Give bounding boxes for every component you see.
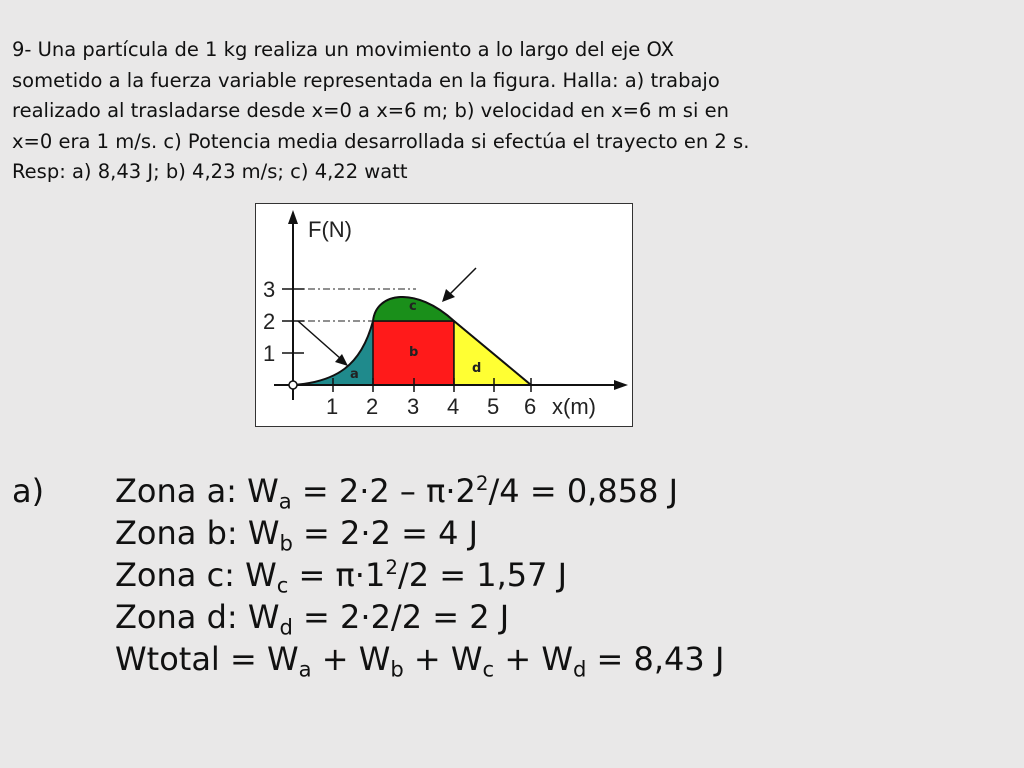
problem-line: realizado al trasladarse desde x=0 a x=6 m; b) velocidad en x=6 m si en — [12, 99, 729, 123]
zone-c-equation: Zona c: $W_c = \pi\cdot 1^2/2 = 1,57$ J — [115, 556, 568, 598]
y-axis-arrow — [288, 210, 298, 224]
total-work-equation: Wtotal = $W_a + W_b + W_c + W_d = 8,43$ J — [115, 640, 725, 682]
zone-b-equation: Zona b: $W_b = 2\cdot 2 = 4$ J — [115, 514, 479, 556]
y-tick-label: 2 — [263, 309, 276, 334]
problem-answer-line: Resp: a) 8,43 J; b) 4,23 m/s; c) 4,22 watt — [12, 160, 408, 184]
force-graph — [256, 204, 634, 428]
x-tick-label: 5 — [487, 394, 500, 419]
problem-line: sometido a la fuerza variable representada en la figura. Halla: a) trabajo — [12, 68, 720, 92]
zone-a-equation: Zona a: $W_a = 2\cdot 2 - \pi\cdot 2^2/4 = 0,858$ J — [115, 472, 679, 514]
zone-b-label: b — [409, 345, 419, 360]
problem-line: x=0 era 1 m/s. c) Potencia media desarrollada si efectúa el trayecto en 2 s. — [12, 129, 750, 153]
y-tick-label: 3 — [263, 277, 276, 302]
zone-a-label: a — [350, 367, 359, 382]
pointer-arrow-c — [448, 268, 476, 296]
x-tick-label: 4 — [447, 394, 460, 419]
x-axis-label: x(m) — [552, 394, 596, 419]
problem-line: 9- Una partícula de 1 kg realiza un movimiento a lo largo del eje OX — [12, 38, 674, 61]
zone-d-label: d — [472, 361, 482, 376]
y-tick-label: 1 — [263, 341, 276, 366]
x-tick-label: 2 — [366, 394, 379, 419]
origin-point — [289, 381, 297, 389]
y-axis-label: F(N) — [308, 217, 352, 242]
x-tick-label: 3 — [407, 394, 420, 419]
x-axis-arrow — [614, 380, 628, 390]
problem-statement — [12, 35, 1017, 188]
pointer-arrow-a — [298, 321, 341, 359]
zone-c-label: c — [409, 299, 417, 314]
x-tick-label: 1 — [326, 394, 339, 419]
solution-part-label: a) — [12, 472, 45, 510]
x-tick-label: 6 — [524, 394, 537, 419]
zone-d-equation: Zona d: $W_d = 2\cdot 2/2 = 2$ J — [115, 598, 510, 640]
force-position-figure — [255, 203, 633, 427]
